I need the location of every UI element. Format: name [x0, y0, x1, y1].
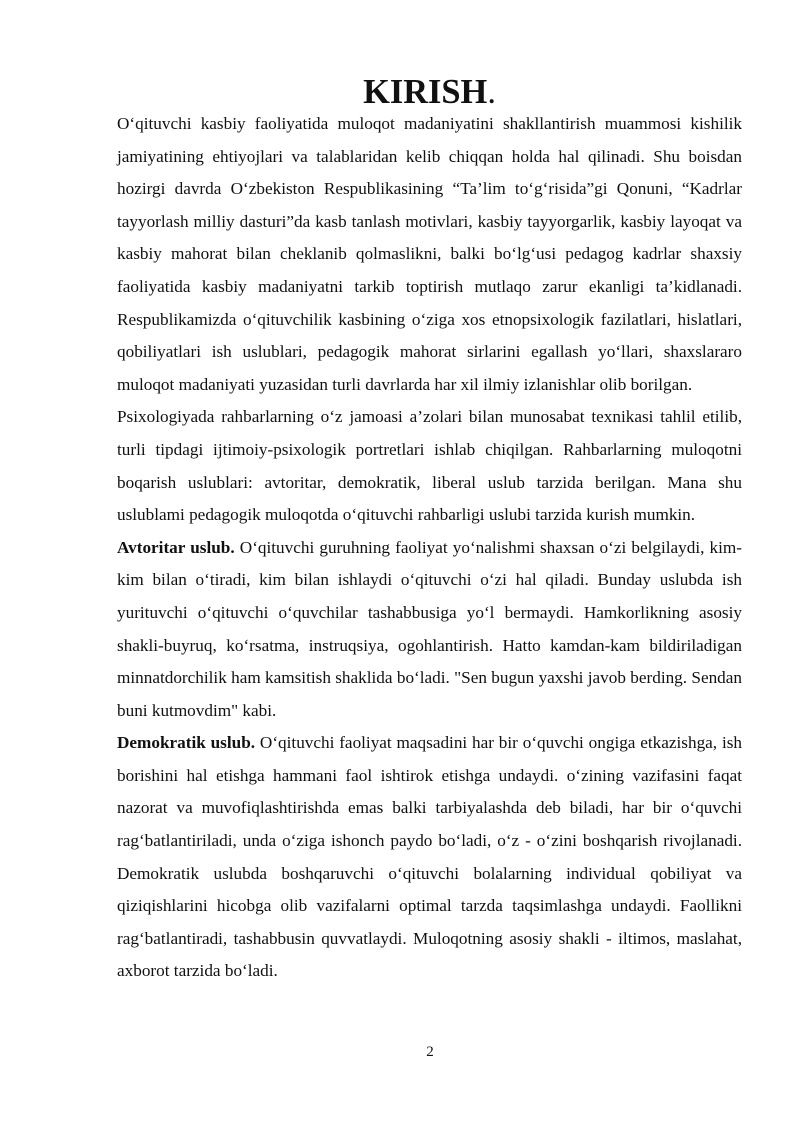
title-punctuation: .	[487, 73, 496, 111]
paragraph-lead-heading: Avtoritar uslub.	[117, 537, 235, 557]
page-number: 2	[426, 1044, 434, 1060]
document-title	[117, 73, 742, 111]
paragraph-lead-heading: Demokratik uslub.	[117, 733, 256, 753]
document-page	[117, 73, 742, 988]
paragraph-leadership-styles	[117, 401, 742, 531]
paragraph-text: Psixologiyada rahbarlarning o‘z jamoasi a’zolari bilan munosabat texnikasi tahlil etilib, turli tipdagi ijtimoiy-psixologik portretlari ishlab chiqilgan. Rahbarlarning muloqotni boqarish uslublari: avtoritar, demokratik, liberal uslub tarzida berilgan. Mana shu uslublami pedagogik muloqotda o‘qituvchi rahbarligi uslubi tarzida kurish mumkin.	[117, 407, 742, 525]
paragraph-text: O‘qituvchi faoliyat maqsadini har bir o‘quvchi ongiga etkazishga, ish borishini hal etishga hammani faol ishtirok etishga undaydi. o‘zining vazifasini faqat nazorat va muvofiqlashtirishda emas balki tarbiyalashda deb biladi, har bir o‘quvchi rag‘batlantiriladi, unda o‘ziga ishonch paydo bo‘ladi, o‘z - o‘zini boshqarish rivojlanadi. Demokratik uslubda boshqaruvchi o‘qituvchi bolalarning individual qobiliyat va qiziqishlarini hicobga olib vazifalarni optimal tarzda taqsimlashga undaydi. Faollikni rag‘batlantiradi, tashabbusin quvvatlaydi. Muloqotning asosiy shakli - iltimos, maslahat, axborot tarzida bo‘ladi.	[117, 733, 742, 981]
paragraph-intro	[117, 108, 742, 401]
title-text: KIRISH	[363, 73, 488, 111]
paragraph-text: O‘qituvchi kasbiy faoliyatida muloqot madaniyatini shakllantirish muammosi kishilik jamiyatining ehtiyojlari va talablaridan kelib chiqqan holda hal qilinadi. Shu boisdan hozirgi davrda O‘zbekiston Respublikasining “Ta’lim to‘g‘risida”gi Qonuni, “Kadrlar tayyorlash milliy dasturi”da kasb tanlash motivlari, kasbiy tayyorgarlik, kasbiy layoqat va kasbiy mahorat bilan cheklanib qolmaslikni, balki bo‘lg‘usi pedagog kadrlar shaxsiy faoliyatida kasbiy madaniyatni tarkib toptirish mutlaqo zarur ekanligi ta’kidlanadi. Respublikamizda o‘qituvchilik kasbining o‘ziga xos etnopsixologik fazilatlari, hislatlari, qobiliyatlari ish uslublari, pedagogik mahorat sirlarini egallash yo‘llari, shaxslararo muloqot madaniyati yuzasidan turli davrlarda har xil ilmiy izlanishlar olib borilgan.	[117, 114, 742, 394]
paragraph-text: O‘qituvchi guruhning faoliyat yo‘nalishmi shaxsan o‘zi belgilaydi, kim-kim bilan o‘tiradi, kim bilan ishlaydi o‘qituvchi o‘zi hal qiladi. Bunday uslubda ish yurituvchi o‘qituvchi o‘quvchilar tashabbusiga yo‘l bermaydi. Hamkorlikning asosiy shakli-buyruq, ko‘rsatma, instruqsiya, ogohlantirish. Hatto kamdan-kam bildiriladigan minnatdorchilik ham kamsitish shaklida bo‘ladi. "Sen bugun yaxshi javob berding. Sendan buni kutmovdim" kabi.	[117, 537, 742, 720]
paragraph-democratic-style	[117, 727, 742, 988]
paragraph-authoritarian-style	[117, 532, 742, 728]
